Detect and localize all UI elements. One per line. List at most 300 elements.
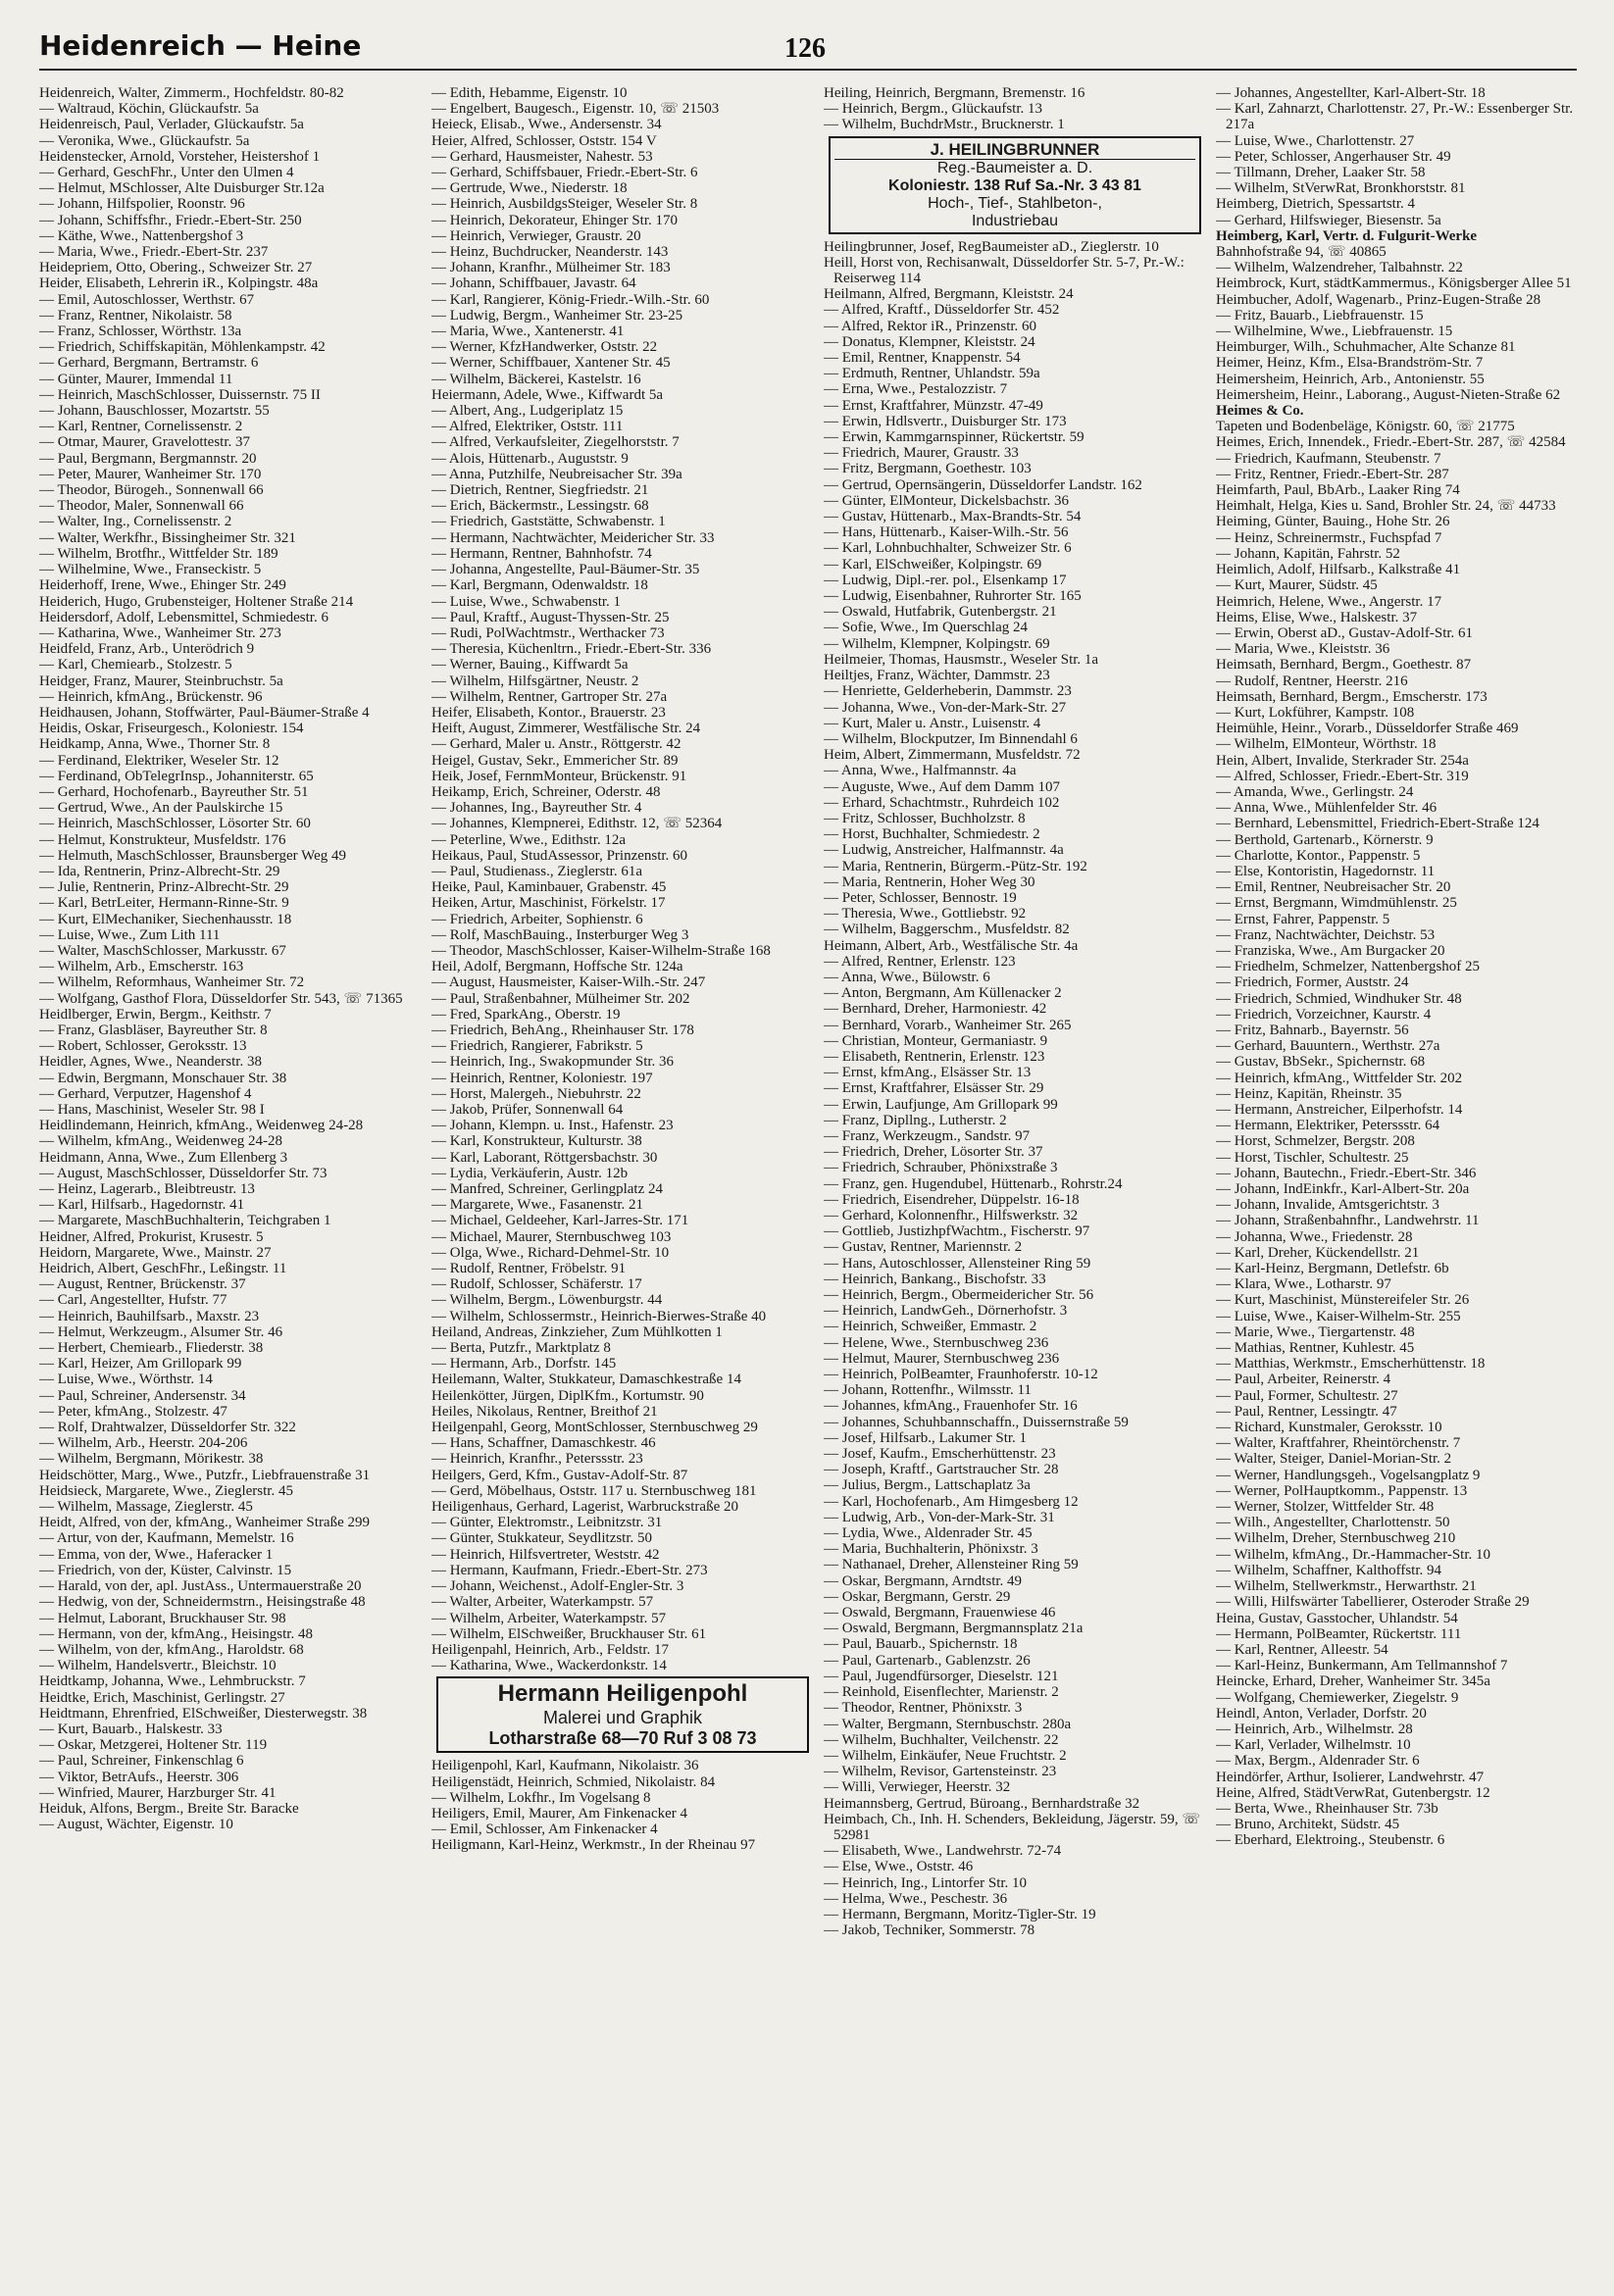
directory-entry: — Marie, Wwe., Tiergartenstr. 48 xyxy=(1216,1323,1415,1340)
directory-entry: — Gerhard, Bauuntern., Werthstr. 27a xyxy=(1216,1038,1440,1055)
directory-entry: — Else, Kontoristin, Hagedornstr. 11 xyxy=(1216,863,1436,879)
directory-entry: — Helmut, Werkzeugm., Alsumer Str. 46 xyxy=(39,1323,283,1340)
directory-entry: Heiermann, Adele, Wwe., Kiffwardt 5a xyxy=(431,386,664,403)
directory-entry: Heim, Albert, Zimmermann, Musfeldstr. 72 xyxy=(824,747,1081,764)
directory-entry: — Alfred, Rektor iR., Prinzenstr. 60 xyxy=(824,318,1037,334)
directory-entry: — Friedhelm, Schmelzer, Nattenbergshof 25 xyxy=(1216,959,1481,975)
directory-entry: — Karl, Chemiearb., Stolzestr. 5 xyxy=(39,657,232,674)
directory-entry: — Karl, Heizer, Am Grillopark 99 xyxy=(39,1356,242,1373)
directory-entry: — Dietrich, Rentner, Siegfriedstr. 21 xyxy=(431,482,649,499)
directory-entry: Heims, Elise, Wwe., Halskestr. 37 xyxy=(1216,609,1418,625)
page-number: 126 xyxy=(784,33,826,64)
directory-entry: — Günter, Stukkateur, Seydlitzstr. 50 xyxy=(431,1530,653,1547)
directory-entry: — Walter, Bergmann, Sternbuschstr. 280a xyxy=(824,1716,1072,1732)
directory-entry: Heimberg, Dietrich, Spessartstr. 4 xyxy=(1216,196,1416,213)
directory-entry: — Wilhelm, Hilfsgärtner, Neustr. 2 xyxy=(431,673,639,689)
directory-entry: — Wilhelm, Buchhalter, Veilchenstr. 22 xyxy=(824,1731,1059,1748)
directory-entry: — Paul, Kraftf., August-Thyssen-Str. 25 xyxy=(431,609,670,625)
directory-entry: — Oskar, Bergmann, Gerstr. 29 xyxy=(824,1588,1011,1605)
directory-entry: — Erna, Wwe., Pestalozzistr. 7 xyxy=(824,381,1008,398)
directory-entry: — Fritz, Bahnarb., Bayernstr. 56 xyxy=(1216,1022,1409,1038)
directory-entry: — Paul, Bauarb., Spichernstr. 18 xyxy=(824,1636,1018,1653)
directory-entry: — Kurt, Lokführer, Kampstr. 108 xyxy=(1216,704,1415,721)
directory-entry: — Ernst, Fahrer, Pappenstr. 5 xyxy=(1216,911,1390,927)
directory-entry: — Johannes, Klempnerei, Edithstr. 12, ☏ 52364 xyxy=(431,816,723,832)
directory-entry: — Helmut, Maurer, Sternbuschweg 236 xyxy=(824,1350,1060,1367)
directory-entry: — Hans, Hüttenarb., Kaiser-Wilh.-Str. 56 xyxy=(824,524,1069,541)
ad-line: Lotharstraße 68—70 Ruf 3 08 73 xyxy=(488,1728,757,1749)
directory-entry: Heiland, Andreas, Zinkzieher, Zum Mühlkotten 1 xyxy=(431,1323,723,1340)
directory-entry: — Werner, Stolzer, Wittfelder Str. 48 xyxy=(1216,1499,1435,1516)
directory-entry: — Ludwig, Dipl.-rer. pol., Elsenkamp 17 xyxy=(824,572,1067,588)
directory-entry: — Fritz, Schlosser, Buchholzstr. 8 xyxy=(824,810,1026,826)
directory-entry: Heidsieck, Margarete, Wwe., Zieglerstr. 45 xyxy=(39,1482,293,1499)
directory-entry: — Heinrich, Rentner, Koloniestr. 197 xyxy=(431,1070,653,1086)
directory-entry: — Julius, Bergm., Lattschaplatz 3a xyxy=(824,1477,1031,1494)
directory-entry: — Willi, Hilfswärter Tabellierer, Osteroder Straße 29 xyxy=(1216,1594,1530,1611)
directory-entry: — Wilhelm, StVerwRat, Bronkhorststr. 81 xyxy=(1216,180,1466,197)
directory-entry: — Karl, ElSchweißer, Kolpingstr. 69 xyxy=(824,556,1042,573)
directory-entry: — Edwin, Bergmann, Monschauer Str. 38 xyxy=(39,1070,287,1086)
directory-entry: — Olga, Wwe., Richard-Dehmel-Str. 10 xyxy=(431,1244,670,1261)
directory-entry: — Heinrich, Bergm., Obermeidericher Str. 56 xyxy=(824,1287,1094,1304)
directory-entry: — Johann, Kranfhr., Mülheimer Str. 183 xyxy=(431,260,671,276)
directory-entry: — Margarete, Wwe., Fasanenstr. 21 xyxy=(431,1197,644,1214)
directory-entry: — Gertrud, Opernsängerin, Düsseldorfer Landstr. 162 xyxy=(824,476,1142,493)
ad-line: Hoch-, Tief-, Stahlbeton-, xyxy=(928,194,1102,212)
directory-entry: — Karl, Rentner, Cornelissenstr. 2 xyxy=(39,419,243,435)
directory-entry: — Hermann, Arb., Dorfstr. 145 xyxy=(431,1356,617,1373)
directory-entry: — Luise, Wwe., Wörthstr. 14 xyxy=(39,1372,213,1388)
directory-entry: Heidorn, Margarete, Wwe., Mainstr. 27 xyxy=(39,1244,272,1261)
directory-entry: — Reinhold, Eisenflechter, Marienstr. 2 xyxy=(824,1684,1059,1701)
directory-entry: — Friedrich, Gaststätte, Schwabenstr. 1 xyxy=(431,514,666,530)
directory-entry: — Karl, Verlader, Wilhelmstr. 10 xyxy=(1216,1737,1411,1754)
directory-entry: — Johann, Invalide, Amtsgerichtstr. 3 xyxy=(1216,1197,1439,1214)
directory-entry: — Friedrich, Schrauber, Phönixstraße 3 xyxy=(824,1160,1058,1176)
directory-entry: — Karl, Zahnarzt, Charlottenstr. 27, Pr.-W.: Essenberger Str. 217a xyxy=(1216,101,1574,133)
directory-entry: Heidenreisch, Paul, Verlader, Glückaufstr. 5a xyxy=(39,117,304,133)
directory-entry: — Heinz, Schreinermstr., Fuchspfad 7 xyxy=(1216,529,1442,546)
directory-entry: — Friedrich, Maurer, Graustr. 33 xyxy=(824,445,1019,462)
directory-entry: — Walter, Ing., Cornelissenstr. 2 xyxy=(39,514,232,530)
directory-entry: — Theresia, Küchenltrn., Friedr.-Ebert-Str. 336 xyxy=(431,641,712,658)
directory-entry: — Paul, Gartenarb., Gablenzstr. 26 xyxy=(824,1652,1031,1669)
directory-entry: — Kurt, Maler u. Anstr., Luisenstr. 4 xyxy=(824,715,1041,731)
directory-entry: — Klara, Wwe., Lotharstr. 97 xyxy=(1216,1276,1391,1293)
directory-entry: — Hans, Maschinist, Weseler Str. 98 I xyxy=(39,1102,265,1118)
directory-entry: — Kurt, ElMechaniker, Siechenhausstr. 18 xyxy=(39,911,292,927)
directory-entry: — Rolf, Drahtwalzer, Düsseldorfer Str. 322 xyxy=(39,1420,296,1436)
directory-entry: — Heinrich, LandwGeh., Dörnerhofstr. 3 xyxy=(824,1303,1068,1320)
directory-entry: Heimlich, Adolf, Hilfsarb., Kalkstraße 41 xyxy=(1216,562,1461,578)
directory-entry: Heincke, Erhard, Dreher, Wanheimer Str. 345a xyxy=(1216,1673,1490,1690)
directory-entry: — Karl, Lohnbuchhalter, Schweizer Str. 6 xyxy=(824,540,1072,557)
directory-entry: — Wilhelm, BuchdrMstr., Brucknerstr. 1 xyxy=(824,117,1065,133)
directory-entry: — Alois, Hüttenarb., Auguststr. 9 xyxy=(431,450,629,467)
directory-entry: — Heinrich, Bergm., Glückaufstr. 13 xyxy=(824,101,1043,118)
directory-entry: — Rudolf, Rentner, Heerstr. 216 xyxy=(1216,673,1408,689)
directory-entry: — Maria, Rentnerin, Hoher Weg 30 xyxy=(824,873,1035,890)
directory-entry: — August, Hausmeister, Kaiser-Wilh.-Str. 247 xyxy=(431,974,706,991)
directory-entry: — Hermann, Bergmann, Moritz-Tigler-Str. 19 xyxy=(824,1906,1096,1922)
directory-entry: — Wilhelm, Bergm., Löwenburgstr. 44 xyxy=(431,1292,663,1309)
directory-entry: — Franz, Nachtwächter, Deichstr. 53 xyxy=(1216,926,1436,943)
directory-entry: — Karl, Dreher, Kückendellstr. 21 xyxy=(1216,1244,1420,1261)
directory-entry: — Wilhelm, Dreher, Sternbuschweg 210 xyxy=(1216,1530,1456,1547)
directory-entry: — Matthias, Werkmstr., Emscherhüttenstr. 18 xyxy=(1216,1356,1486,1373)
directory-entry: — Emma, von der, Wwe., Haferacker 1 xyxy=(39,1546,274,1563)
running-head: Heidenreich — Heine xyxy=(39,29,362,62)
directory-entry: Heina, Gustav, Gasstocher, Uhlandstr. 54 xyxy=(1216,1610,1458,1626)
directory-entry: — Gerhard, Bergmann, Bertramstr. 6 xyxy=(39,355,259,372)
directory-entry: — Maria, Wwe., Xantenerstr. 41 xyxy=(431,324,625,340)
directory-entry: — Heinrich, Schweißer, Emmastr. 2 xyxy=(824,1319,1037,1335)
directory-entry: — Manfred, Schreiner, Gerlingplatz 24 xyxy=(431,1181,663,1198)
ad-title: J. HEILINGBRUNNER xyxy=(834,140,1195,160)
directory-entry: — Wilhelm, Baggerschm., Musfeldstr. 82 xyxy=(824,922,1070,938)
directory-entry: — Ernst, Bergmann, Wimdmühlenstr. 25 xyxy=(1216,895,1457,912)
directory-entry: — Johanna, Wwe., Friedenstr. 28 xyxy=(1216,1228,1413,1245)
directory-entry: Heikamp, Erich, Schreiner, Oderstr. 48 xyxy=(431,783,661,800)
directory-entry: — Jakob, Techniker, Sommerstr. 78 xyxy=(824,1922,1035,1939)
directory-entry: — Friedrich, Former, Auststr. 24 xyxy=(1216,974,1409,991)
directory-entry: — Friedrich, Rangierer, Fabrikstr. 5 xyxy=(431,1038,643,1055)
directory-entry: Heimannsberg, Gertrud, Büroang., Bernhardstraße 32 xyxy=(824,1795,1140,1812)
directory-entry: — Johann, Hilfspolier, Roonstr. 96 xyxy=(39,196,245,213)
directory-entry: — Gertrud, Wwe., An der Paulskirche 15 xyxy=(39,800,283,817)
directory-entry: — Walter, Werkfhr., Bissingheimer Str. 321 xyxy=(39,529,296,546)
directory-entry: — Ernst, Kraftfahrer, Elsässer Str. 29 xyxy=(824,1080,1044,1097)
directory-entry: — Wilh., Angestellter, Charlottenstr. 50 xyxy=(1216,1515,1450,1531)
directory-entry: — August, Rentner, Brückenstr. 37 xyxy=(39,1276,246,1293)
directory-entry: Heimberg, Karl, Vertr. d. Fulgurit-Werke xyxy=(1216,227,1478,244)
directory-entry: — Heinrich, Verwieger, Graustr. 20 xyxy=(431,227,641,244)
directory-entry: Heidrich, Albert, GeschFhr., Leßingstr. 11 xyxy=(39,1261,287,1277)
directory-entry: — Elisabeth, Wwe., Landwehrstr. 72-74 xyxy=(824,1843,1062,1860)
directory-entry: — Wilhelm, Einkäufer, Neue Fruchtstr. 2 xyxy=(824,1747,1067,1764)
directory-entry: Heidtkamp, Johanna, Wwe., Lehmbruckstr. 7 xyxy=(39,1673,306,1690)
directory-entry: — Maria, Wwe., Friedr.-Ebert-Str. 237 xyxy=(39,244,269,261)
directory-entry: — Ferdinand, Elektriker, Weseler Str. 12 xyxy=(39,752,279,769)
directory-entry: — Friedrich, Dreher, Lösorter Str. 37 xyxy=(824,1144,1043,1161)
directory-entry: — Wilhelm, Arbeiter, Waterkampstr. 57 xyxy=(431,1610,667,1626)
directory-entry: Heilemann, Walter, Stukkateur, Damaschkestraße 14 xyxy=(431,1372,741,1388)
directory-entry: — Katharina, Wwe., Wanheimer Str. 273 xyxy=(39,624,281,641)
directory-entry: Heidner, Alfred, Prokurist, Krusestr. 5 xyxy=(39,1228,264,1245)
directory-entry: — Karl-Heinz, Bunkermann, Am Tellmannshof 7 xyxy=(1216,1658,1508,1674)
directory-entry: Heieck, Elisab., Wwe., Andersenstr. 34 xyxy=(431,117,662,133)
directory-entry: Heidis, Oskar, Friseurgesch., Koloniestr. 154 xyxy=(39,721,304,737)
directory-entry: — Berta, Wwe., Rheinhauser Str. 73b xyxy=(1216,1800,1438,1817)
directory-entry: — Erdmuth, Rentner, Uhlandstr. 59a xyxy=(824,366,1040,382)
directory-entry: — Oswald, Bergmann, Bergmannsplatz 21a xyxy=(824,1621,1084,1637)
directory-entry: — Friedrich, Kaufmann, Steubenstr. 7 xyxy=(1216,450,1441,467)
directory-entry: — Robert, Schlosser, Geroksstr. 13 xyxy=(39,1038,247,1055)
directory-entry: — Gerhard, Kolonnenfhr., Hilfswerkstr. 32 xyxy=(824,1208,1079,1223)
directory-entry: — Anna, Putzhilfe, Neubreisacher Str. 39a xyxy=(431,466,682,482)
ad-title: Hermann Heiligenpohl xyxy=(497,1680,748,1708)
directory-entry: — Friedrich, Arbeiter, Sophienstr. 6 xyxy=(431,911,643,927)
directory-entry: — Hermann, Kaufmann, Friedr.-Ebert-Str. 273 xyxy=(431,1562,708,1578)
directory-entry: — Werner, Schiffbauer, Xantener Str. 45 xyxy=(431,355,671,372)
directory-entry: — Albert, Ang., Ludgeriplatz 15 xyxy=(431,403,624,420)
directory-entry: — Paul, Studienass., Zieglerstr. 61a xyxy=(431,863,642,879)
directory-entry: — Alfred, Verkaufsleiter, Ziegelhorststr. 7 xyxy=(431,434,680,451)
directory-entry: Heidtmann, Ehrenfried, ElSchweißer, Diesterwegstr. 38 xyxy=(39,1705,368,1722)
directory-entry: — Wilhelm, Blockputzer, Im Binnendahl 6 xyxy=(824,730,1078,747)
directory-entry: — Karl, BetrLeiter, Hermann-Rinne-Str. 9 xyxy=(39,895,289,912)
directory-entry: — Wilhelm, ElSchweißer, Bruckhauser Str. 61 xyxy=(431,1625,707,1642)
directory-entry: — Anna, Wwe., Mühlenfelder Str. 46 xyxy=(1216,800,1437,817)
directory-entry: — Günter, Maurer, Immendal 11 xyxy=(39,371,233,387)
directory-entry: — Margarete, MaschBuchhalterin, Teichgraben 1 xyxy=(39,1213,331,1229)
directory-entry: Heiligmann, Karl-Heinz, Werkmstr., In der Rheinau 97 xyxy=(431,1837,756,1854)
directory-columns xyxy=(39,85,1579,2281)
directory-entry: — Günter, Elektromstr., Leibnitzstr. 31 xyxy=(431,1515,663,1531)
advertisement-box xyxy=(829,136,1201,234)
directory-entry: — Ernst, kfmAng., Elsässer Str. 13 xyxy=(824,1065,1032,1081)
directory-entry: Heidlindemann, Heinrich, kfmAng., Weidenweg 24-28 xyxy=(39,1118,364,1134)
directory-entry: — Heinrich, Ing., Swakopmunder Str. 36 xyxy=(431,1054,675,1071)
ad-line: Reg.-Baumeister a. D. xyxy=(936,159,1093,176)
directory-entry: — Heinrich, Bauhilfsarb., Maxstr. 23 xyxy=(39,1308,260,1324)
directory-entry: — Alfred, Rentner, Erlenstr. 123 xyxy=(824,953,1016,970)
directory-entry: Heidepriem, Otto, Obering., Schweizer Str. 27 xyxy=(39,260,313,276)
directory-entry: Heidenstecker, Arnold, Vorsteher, Heistershof 1 xyxy=(39,148,321,165)
column-3 xyxy=(824,85,1206,2281)
directory-entry: — Berthold, Gartenarb., Körnerstr. 9 xyxy=(1216,831,1434,848)
directory-entry: Heifer, Elisabeth, Kontor., Brauerstr. 23 xyxy=(431,704,666,721)
directory-entry: — Karl, Rentner, Alleestr. 54 xyxy=(1216,1641,1388,1658)
directory-entry: — Wilhelm, Schlossermstr., Heinrich-Bierwes-Straße 40 xyxy=(431,1308,767,1324)
directory-entry: — Heinrich, Hilfsvertreter, Weststr. 42 xyxy=(431,1546,660,1563)
directory-entry: — Bernhard, Vorarb., Wanheimer Str. 265 xyxy=(824,1017,1072,1033)
directory-entry: — Joseph, Kraftf., Gartstraucher Str. 28 xyxy=(824,1462,1059,1478)
directory-entry: — Franziska, Wwe., Am Burgacker 20 xyxy=(1216,942,1445,959)
directory-entry: — Hermann, Elektriker, Peterssstr. 64 xyxy=(1216,1118,1440,1134)
directory-entry: — Günter, ElMonteur, Dickelsbachstr. 36 xyxy=(824,492,1069,509)
directory-entry: Heimsath, Bernhard, Bergm., Goethestr. 87 xyxy=(1216,657,1472,674)
directory-entry: — Erwin, Laufjunge, Am Grillopark 99 xyxy=(824,1096,1058,1113)
directory-entry: — Wolfgang, Gasthof Flora, Düsseldorfer Str. 543, ☏ 71365 xyxy=(39,990,403,1007)
directory-entry: — Friedrich, Eisendreher, Düppelstr. 16-18 xyxy=(824,1191,1080,1208)
directory-entry: Heilgers, Gerd, Kfm., Gustav-Adolf-Str. 87 xyxy=(431,1467,688,1483)
directory-entry: — Luise, Wwe., Schwabenstr. 1 xyxy=(431,593,622,610)
directory-entry: — Gustav, Rentner, Mariennstr. 2 xyxy=(824,1239,1023,1256)
directory-entry: — Wilhelm, Stellwerkmstr., Herwarthstr. 21 xyxy=(1216,1578,1477,1595)
directory-entry: — Erich, Bäckermstr., Lessingstr. 68 xyxy=(431,498,649,515)
directory-entry: — Katharina, Wwe., Wackerdonkstr. 14 xyxy=(431,1658,667,1674)
directory-entry: Heidschötter, Marg., Wwe., Putzfr., Liebfrauenstraße 31 xyxy=(39,1467,371,1483)
directory-entry: Heier, Alfred, Schlosser, Oststr. 154 V xyxy=(431,132,657,149)
directory-entry: — Karl-Heinz, Bergmann, Detlefstr. 6b xyxy=(1216,1261,1449,1277)
directory-entry: — August, Wächter, Eigenstr. 10 xyxy=(39,1817,233,1833)
directory-entry: — Gerd, Möbelhaus, Oststr. 117 u. Sternbuschweg 181 xyxy=(431,1482,757,1499)
directory-entry: — Rudolf, Schlosser, Schäferstr. 17 xyxy=(431,1276,642,1293)
directory-entry: Heimer, Heinz, Kfm., Elsa-Brandström-Str. 7 xyxy=(1216,355,1484,372)
directory-entry: — Tillmann, Dreher, Laaker Str. 58 xyxy=(1216,165,1426,181)
directory-entry: — Horst, Schmelzer, Bergstr. 208 xyxy=(1216,1133,1415,1150)
directory-entry: — Johann, Weichenst., Adolf-Engler-Str. 3 xyxy=(431,1578,684,1595)
directory-entry: — Hans, Autoschlosser, Allensteiner Ring 59 xyxy=(824,1255,1091,1272)
directory-entry: — Ferdinand, ObTelegrInsp., Johanniterstr. 65 xyxy=(39,768,314,784)
directory-entry: — Harald, von der, apl. JustAss., Untermauerstraße 20 xyxy=(39,1578,362,1595)
directory-entry: — Erwin, Oberst aD., Gustav-Adolf-Str. 61 xyxy=(1216,624,1474,641)
directory-entry: Heimbach, Ch., Inh. H. Schenders, Bekleidung, Jägerstr. 59, ☏ 52981 xyxy=(824,1811,1201,1843)
directory-entry: — Theresia, Wwe., Gottliebstr. 92 xyxy=(824,906,1027,923)
directory-entry: — Franz, Dipllng., Lutherstr. 2 xyxy=(824,1112,1007,1128)
directory-entry: Heimbucher, Adolf, Wagenarb., Prinz-Eugen-Straße 28 xyxy=(1216,291,1541,308)
directory-entry: — Maria, Buchhalterin, Phönixstr. 3 xyxy=(824,1541,1038,1558)
advertisement-box xyxy=(436,1676,809,1753)
directory-entry: Heidkamp, Anna, Wwe., Thorner Str. 8 xyxy=(39,736,271,753)
directory-entry: Heiltjes, Franz, Wächter, Dammstr. 23 xyxy=(824,668,1050,684)
directory-entry: — Artur, von der, Kaufmann, Memelstr. 16 xyxy=(39,1530,294,1547)
directory-entry: Heimes, Erich, Innendek., Friedr.-Ebert-Str. 287, ☏ 42584 xyxy=(1216,434,1566,451)
directory-entry: Heilmeier, Thomas, Hausmstr., Weseler Str. 1a xyxy=(824,651,1099,668)
directory-entry: — Carl, Angestellter, Hufstr. 77 xyxy=(39,1292,227,1309)
directory-entry: — Gerhard, Schiffsbauer, Friedr.-Ebert-Str. 6 xyxy=(431,165,698,181)
directory-entry: — Peter, Maurer, Wanheimer Str. 170 xyxy=(39,466,262,482)
directory-entry: — Gerhard, Hausmeister, Nahestr. 53 xyxy=(431,148,653,165)
directory-entry: Heiligenhaus, Gerhard, Lagerist, Warbruckstraße 20 xyxy=(431,1499,738,1516)
directory-entry: — Gerhard, Maler u. Anstr., Röttgerstr. 42 xyxy=(431,736,681,753)
directory-entry: Heimhalt, Helga, Kies u. Sand, Brohler Str. 24, ☏ 44733 xyxy=(1216,498,1556,515)
directory-entry: — Heinrich, Arb., Wilhelmstr. 28 xyxy=(1216,1721,1413,1737)
directory-entry: — Johann, IndEinkfr., Karl-Albert-Str. 20a xyxy=(1216,1181,1470,1198)
ad-line: Koloniestr. 138 Ruf Sa.-Nr. 3 43 81 xyxy=(888,176,1141,194)
directory-entry: — Johann, Bauschlosser, Mozartstr. 55 xyxy=(39,403,270,420)
directory-entry: — Wilhelm, Walzendreher, Talbahnstr. 22 xyxy=(1216,260,1463,276)
directory-entry: — Wilhelm, Reformhaus, Wanheimer Str. 72 xyxy=(39,974,305,991)
directory-entry: — Christian, Monteur, Germaniastr. 9 xyxy=(824,1032,1048,1049)
directory-entry: — Wilhelm, ElMonteur, Wörthstr. 18 xyxy=(1216,736,1437,753)
directory-entry: — Wilhelmine, Wwe., Liebfrauenstr. 15 xyxy=(1216,324,1453,340)
directory-entry: — Paul, Former, Schultestr. 27 xyxy=(1216,1387,1398,1404)
directory-entry: — Erwin, Hdlsvertr., Duisburger Str. 173 xyxy=(824,413,1067,429)
directory-entry: Heilingbrunner, Josef, RegBaumeister aD., Zieglerstr. 10 xyxy=(824,238,1159,255)
directory-entry: — Josef, Hilfsarb., Lakumer Str. 1 xyxy=(824,1429,1028,1446)
directory-entry: — Franz, gen. Hugendubel, Hüttenarb., Rohrstr.24 xyxy=(824,1175,1123,1192)
directory-entry: — Heinrich, PolBeamter, Fraunhoferstr. 10-12 xyxy=(824,1367,1098,1383)
directory-entry: — Johann, Bautechn., Friedr.-Ebert-Str. 346 xyxy=(1216,1165,1477,1181)
directory-entry: — Heinz, Buchdrucker, Neanderstr. 143 xyxy=(431,244,669,261)
directory-entry: — Otmar, Maurer, Gravelottestr. 37 xyxy=(39,434,250,451)
directory-entry: — Anna, Wwe., Halfmannstr. 4a xyxy=(824,763,1017,779)
directory-entry: — Gustav, BbSekr., Spichernstr. 68 xyxy=(1216,1054,1426,1071)
directory-entry: — Paul, Schreiner, Andersenstr. 34 xyxy=(39,1387,246,1404)
directory-entry: — Willi, Verwieger, Heerstr. 32 xyxy=(824,1779,1011,1796)
directory-entry: — Alfred, Kraftf., Düsseldorfer Str. 452 xyxy=(824,302,1060,319)
directory-entry: — Wilhelm, Arb., Heerstr. 204-206 xyxy=(39,1435,248,1452)
directory-entry: — Ludwig, Bergm., Wanheimer Str. 23-25 xyxy=(431,307,683,324)
directory-entry: Heimersheim, Heinr., Laborang., August-Nieten-Straße 62 xyxy=(1216,386,1561,403)
directory-entry: — Hermann, von der, kfmAng., Heisingstr. 48 xyxy=(39,1625,313,1642)
directory-entry: Heidfeld, Franz, Arb., Unterödrich 9 xyxy=(39,641,255,658)
directory-entry: — Luise, Wwe., Charlottenstr. 27 xyxy=(1216,132,1415,149)
directory-entry: — Gerhard, GeschFhr., Unter den Ulmen 4 xyxy=(39,165,294,181)
directory-entry: — Hermann, PolBeamter, Rückertstr. 111 xyxy=(1216,1625,1462,1642)
directory-entry: — Heinrich, Dekorateur, Ehinger Str. 170 xyxy=(431,212,679,228)
directory-entry: — Käthe, Wwe., Nattenbergshof 3 xyxy=(39,227,244,244)
directory-entry: — Helmuth, MaschSchlosser, Braunsberger Weg 49 xyxy=(39,847,347,864)
directory-entry: — Gertrude, Wwe., Niederstr. 18 xyxy=(431,180,628,197)
directory-entry: — Karl, Hochofenarb., Am Himgesberg 12 xyxy=(824,1493,1079,1510)
directory-entry: — Theodor, MaschSchlosser, Kaiser-Wilhelm-Straße 168 xyxy=(431,942,771,959)
directory-entry: — Wolfgang, Chemiewerker, Ziegelstr. 9 xyxy=(1216,1689,1459,1706)
directory-entry: — Alfred, Schlosser, Friedr.-Ebert-Str. 319 xyxy=(1216,768,1469,784)
directory-entry: — Helene, Wwe., Sternbuschweg 236 xyxy=(824,1334,1049,1351)
directory-entry: — Walter, Kraftfahrer, Rheintörchenstr. 7 xyxy=(1216,1435,1461,1452)
directory-entry: — Kurt, Maurer, Südstr. 45 xyxy=(1216,577,1378,594)
directory-entry: — Gustav, Hüttenarb., Max-Brandts-Str. 54 xyxy=(824,509,1082,525)
directory-entry: — Charlotte, Kontor., Pappenstr. 5 xyxy=(1216,847,1421,864)
directory-entry: Heindörfer, Arthur, Isolierer, Landwehrstr. 47 xyxy=(1216,1769,1485,1785)
directory-entry: — Karl, Bergmann, Odenwaldstr. 18 xyxy=(431,577,648,594)
directory-entry: — Werner, Bauing., Kiffwardt 5a xyxy=(431,657,629,674)
directory-entry: — Peterline, Wwe., Edithstr. 12a xyxy=(431,831,627,848)
directory-entry: — Berta, Putzfr., Marktplatz 8 xyxy=(431,1340,611,1357)
directory-entry: Heigel, Gustav, Sekr., Emmericher Str. 89 xyxy=(431,752,679,769)
directory-entry: — Viktor, BetrAufs., Heerstr. 306 xyxy=(39,1769,239,1785)
directory-entry: — Wilhelm, Klempner, Kolpingstr. 69 xyxy=(824,635,1050,652)
directory-entry: Hein, Albert, Invalide, Sterkrader Str. 254a xyxy=(1216,752,1469,769)
directory-entry: Heiles, Nikolaus, Rentner, Breithof 21 xyxy=(431,1403,658,1420)
directory-entry: — Johann, Kapitän, Fahrstr. 52 xyxy=(1216,545,1400,562)
directory-entry: — Emil, Schlosser, Am Finkenacker 4 xyxy=(431,1822,658,1838)
directory-entry: — Wilhelm, Brotfhr., Wittfelder Str. 189 xyxy=(39,545,278,562)
directory-entry: Heindl, Anton, Verlader, Dorfstr. 20 xyxy=(1216,1705,1427,1722)
directory-entry: Heiduk, Alfons, Bergm., Breite Str. Baracke xyxy=(39,1800,299,1817)
directory-entry: — Hermann, Rentner, Bahnhofstr. 74 xyxy=(431,545,652,562)
directory-entry: — Helmut, Laborant, Bruckhauser Str. 98 xyxy=(39,1610,286,1626)
directory-entry: — Amanda, Wwe., Gerlingstr. 24 xyxy=(1216,783,1414,800)
directory-entry: Heiling, Heinrich, Bergmann, Bremenstr. 16 xyxy=(824,85,1085,101)
directory-entry: Heidhausen, Johann, Stoffwärter, Paul-Bäumer-Straße 4 xyxy=(39,704,370,721)
directory-entry: — Hedwig, von der, Schneidermstrn., Heisingstraße 48 xyxy=(39,1594,366,1611)
directory-entry: Heiming, Günter, Bauing., Hohe Str. 26 xyxy=(1216,514,1450,530)
directory-entry: — Paul, Schreiner, Finkenschlag 6 xyxy=(39,1753,244,1770)
directory-entry: — Ida, Rentnerin, Prinz-Albrecht-Str. 29 xyxy=(39,863,280,879)
directory-entry: — Luise, Wwe., Kaiser-Wilhelm-Str. 255 xyxy=(1216,1308,1461,1324)
directory-entry: — Sofie, Wwe., Im Querschlag 24 xyxy=(824,620,1029,636)
directory-entry: — Maria, Rentnerin, Bürgerm.-Pütz-Str. 192 xyxy=(824,858,1087,874)
directory-entry: — Paul, Arbeiter, Reinerstr. 4 xyxy=(1216,1372,1391,1388)
directory-entry: — Mathias, Rentner, Kuhlestr. 45 xyxy=(1216,1340,1415,1357)
directory-entry: — Horst, Malergeh., Niebuhrstr. 22 xyxy=(431,1085,641,1102)
directory-entry: — Jakob, Prüfer, Sonnenwall 64 xyxy=(431,1102,624,1118)
directory-entry: — Hermann, Nachtwächter, Meidericher Str. 33 xyxy=(431,529,715,546)
directory-entry: — Walter, Arbeiter, Waterkampstr. 57 xyxy=(431,1594,654,1611)
directory-entry: — Friedrich, Schmied, Windhuker Str. 48 xyxy=(1216,990,1462,1007)
directory-entry: — Luise, Wwe., Zum Lith 111 xyxy=(39,926,221,943)
directory-entry: — Paul, Straßenbahner, Mülheimer Str. 202 xyxy=(431,990,690,1007)
directory-entry: — Alfred, Elektriker, Oststr. 111 xyxy=(431,419,624,435)
directory-entry: — Paul, Rentner, Lessingtr. 47 xyxy=(1216,1403,1397,1420)
directory-entry: — Werner, PolHauptkomm., Pappenstr. 13 xyxy=(1216,1482,1468,1499)
directory-entry: — Franz, Rentner, Nikolaistr. 58 xyxy=(39,307,232,324)
directory-entry: — Max, Bergm., Aldenrader Str. 6 xyxy=(1216,1753,1420,1770)
directory-entry: — Theodor, Maler, Sonnenwall 66 xyxy=(39,498,244,515)
directory-entry: — Hermann, Anstreicher, Eilperhofstr. 14 xyxy=(1216,1102,1463,1118)
directory-entry: — Johann, Rottenfhr., Wilmsstr. 11 xyxy=(824,1382,1032,1399)
directory-entry: Heimrich, Helene, Wwe., Angerstr. 17 xyxy=(1216,593,1442,610)
directory-entry: — Donatus, Klempner, Kleiststr. 24 xyxy=(824,333,1035,350)
directory-entry: Heiken, Artur, Maschinist, Förkelstr. 17 xyxy=(431,895,666,912)
directory-entry: Heimfarth, Paul, BbArb., Laaker Ring 74 xyxy=(1216,482,1460,499)
directory-entry: — Ludwig, Eisenbahner, Ruhrorter Str. 165 xyxy=(824,588,1082,605)
